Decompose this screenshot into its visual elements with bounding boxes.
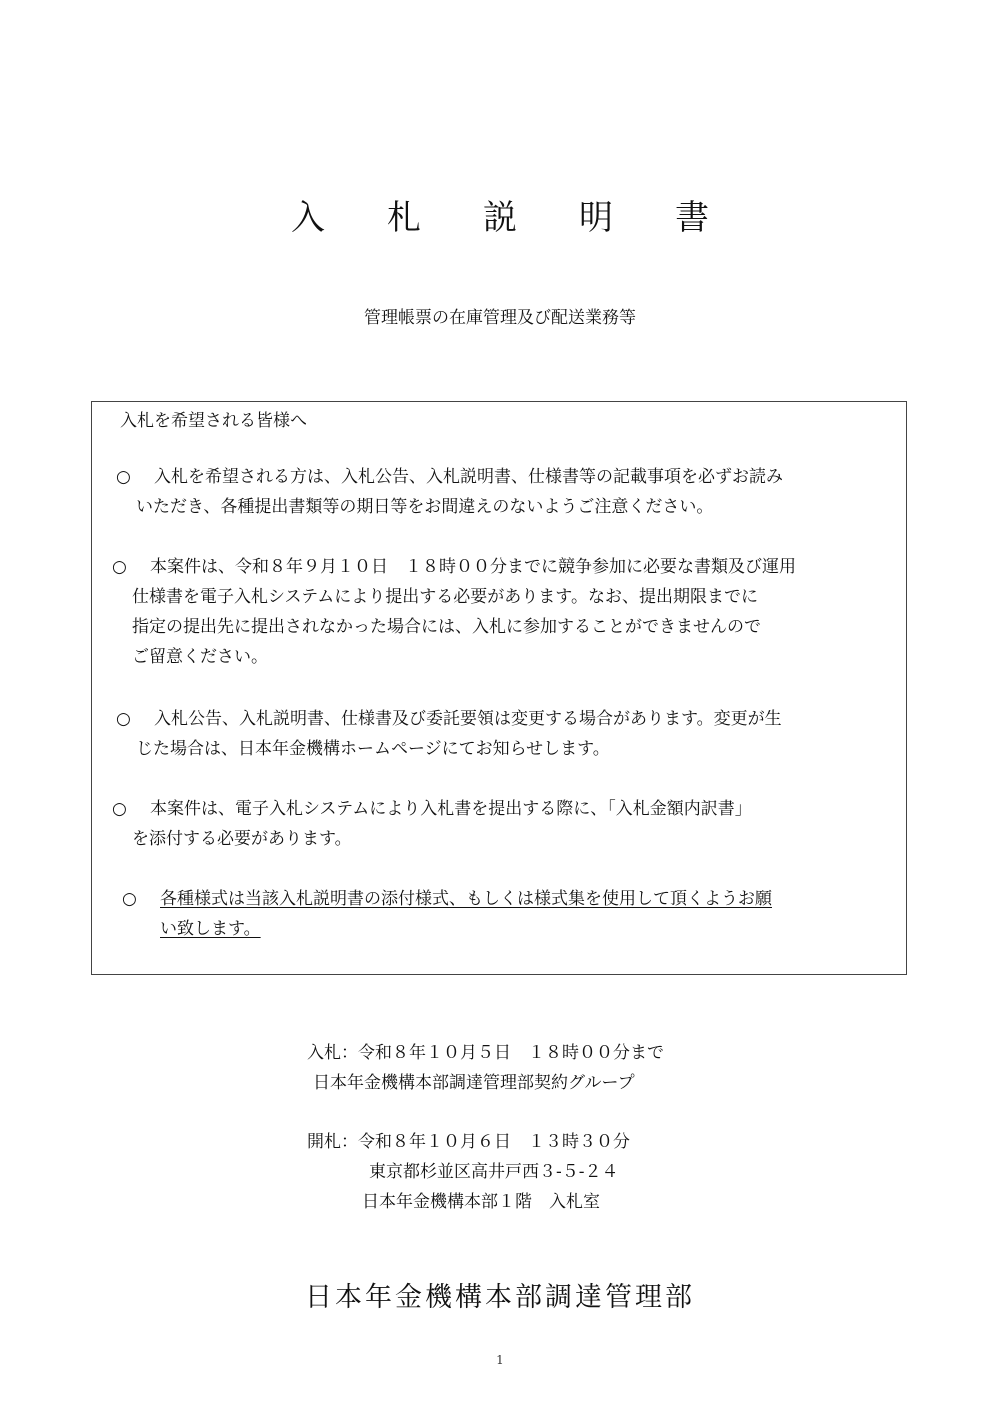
circle-bullet-icon: ○ bbox=[122, 889, 137, 909]
opening-room: 日本年金機構本部１階 入札室 bbox=[362, 1192, 600, 1212]
notice-box bbox=[91, 401, 907, 975]
notice-item-read-documents bbox=[116, 462, 906, 522]
opening-address: 東京都杉並区高井戸西３-５-２４ bbox=[369, 1162, 619, 1182]
page-number: 1 bbox=[496, 1353, 504, 1367]
opening-datetime: 開札：令和８年１０月６日 １３時３０分 bbox=[307, 1132, 630, 1152]
notice-line: ○ 入札を希望される方は、入札公告、入札説明書、仕様書等の記載事項を必ずお読み bbox=[116, 462, 906, 492]
organization-name: 日本年金機構本部調達管理部 bbox=[305, 1282, 695, 1313]
notice-line: 仕様書を電子入札システムにより提出する必要があります。なお、提出期限までに bbox=[132, 587, 758, 607]
notice-line: ご留意ください。 bbox=[132, 647, 268, 667]
circle-bullet-icon: ○ bbox=[116, 709, 131, 729]
notice-heading: 入札を希望される皆様へ bbox=[120, 411, 307, 431]
notice-line: い致します。 bbox=[160, 919, 261, 939]
document-title: 入札説明書 bbox=[291, 198, 771, 238]
circle-bullet-icon: ○ bbox=[116, 467, 131, 487]
bid-deadline: 入札：令和８年１０月５日 １８時００分まで bbox=[307, 1043, 664, 1063]
notice-item-forms bbox=[122, 884, 912, 944]
circle-bullet-icon: ○ bbox=[112, 799, 127, 819]
document-subtitle: 管理帳票の在庫管理及び配送業務等 bbox=[364, 308, 636, 328]
notice-item-changes bbox=[116, 704, 906, 764]
notice-line: 指定の提出先に提出されなかった場合には、入札に参加することができませんので bbox=[132, 617, 761, 637]
notice-line: いただき、各種提出書類等の期日等をお間違えのないようご注意ください。 bbox=[136, 497, 714, 517]
notice-line: ○ 本案件は、電子入札システムにより入札書を提出する際に、「入札金額内訳書」 bbox=[112, 794, 902, 824]
notice-line: ○ 入札公告、入札説明書、仕様書及び委託要領は変更する場合があります。変更が生 bbox=[116, 704, 906, 734]
notice-line: じた場合は、日本年金機構ホームページにてお知らせします。 bbox=[136, 739, 610, 759]
notice-line: ○ 各種様式は当該入札説明書の添付様式、もしくは様式集を使用して頂くようお願 bbox=[122, 884, 912, 914]
notice-line: ○ 本案件は、令和８年９月１０日 １８時００分までに競争参加に必要な書類及び運用 bbox=[112, 552, 902, 582]
notice-line: を添付する必要があります。 bbox=[132, 829, 352, 849]
bid-recipient: 日本年金機構本部調達管理部契約グループ bbox=[313, 1073, 635, 1093]
notice-item-breakdown bbox=[112, 794, 902, 854]
circle-bullet-icon: ○ bbox=[112, 557, 127, 577]
notice-item-submission-deadline bbox=[112, 552, 902, 672]
